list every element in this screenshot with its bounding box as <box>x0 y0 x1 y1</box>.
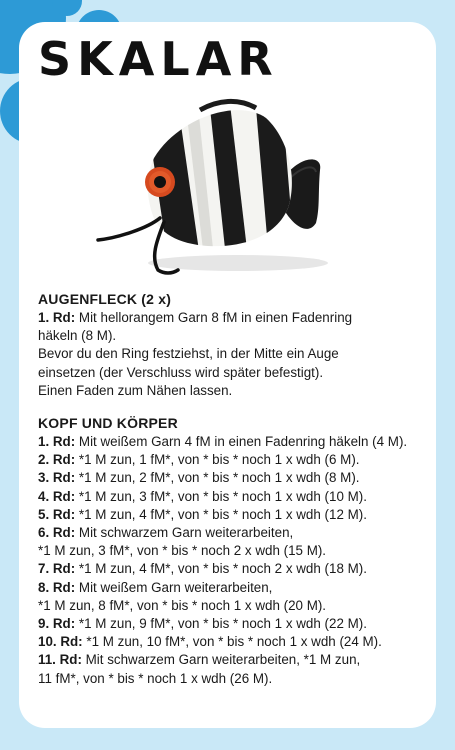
section-heading: AUGENFLECK (2 x) <box>38 291 172 307</box>
instruction-line: *1 M zun, 8 fM*, von * bis * noch 1 x wdh (20 M). <box>38 597 327 613</box>
instruction-line: 1. Rd: Mit hellorangem Garn 8 fM in einen Fadenring <box>38 310 353 325</box>
page-title: SKALAR <box>38 32 279 86</box>
instruction-line: 6. Rd: Mit schwarzem Garn weiterarbeiten, <box>38 525 294 541</box>
eye-spot-section <box>38 290 433 400</box>
instruction-line: Einen Faden zum Nähen lassen. <box>38 382 233 398</box>
instruction-line: 5. Rd: *1 M zun, 4 fM*, von * bis * noch 1 x wdh (12 M). <box>38 506 367 522</box>
instruction-line: 1. Rd: Mit weißem Garn 4 fM in einen Fadenring häkeln (4 M). <box>38 434 408 449</box>
instruction-line: 2. Rd: *1 M zun, 1 fM*, von * bis * noch 1 x wdh (6 M). <box>38 452 360 468</box>
instruction-line: 9. Rd: *1 M zun, 9 fM*, von * bis * noch 1 x wdh (22 M). <box>38 616 367 632</box>
instruction-line: 8. Rd: Mit weißem Garn weiterarbeiten, <box>38 579 273 595</box>
instruction-line: 7. Rd: *1 M zun, 4 fM*, von * bis * noch 2 x wdh (18 M). <box>38 561 367 577</box>
instruction-line: *1 M zun, 3 fM*, von * bis * noch 2 x wdh (15 M). <box>38 543 327 559</box>
instruction-line: 4. Rd: *1 M zun, 3 fM*, von * bis * noch 1 x wdh (10 M). <box>38 488 367 504</box>
instruction-line: 11. Rd: Mit schwarzem Garn weiterarbeiten, *1 M zun, <box>38 652 361 668</box>
instruction-line: häkeln (8 M). <box>38 328 117 344</box>
head-body-section <box>38 414 433 688</box>
angelfish-image <box>88 98 328 283</box>
instruction-line: 11 fM*, von * bis * noch 1 x wdh (26 M). <box>38 670 273 686</box>
instruction-line: 10. Rd: *1 M zun, 10 fM*, von * bis * noch 1 x wdh (24 M). <box>38 634 382 650</box>
section-heading: KOPF UND KÖRPER <box>38 415 178 431</box>
instruction-line: Bevor du den Ring festziehst, in der Mitte ein Auge <box>38 346 339 362</box>
instruction-line: 3. Rd: *1 M zun, 2 fM*, von * bis * noch 1 x wdh (8 M). <box>38 470 360 486</box>
instruction-line: einsetzen (der Verschluss wird später befestigt). <box>38 364 324 380</box>
